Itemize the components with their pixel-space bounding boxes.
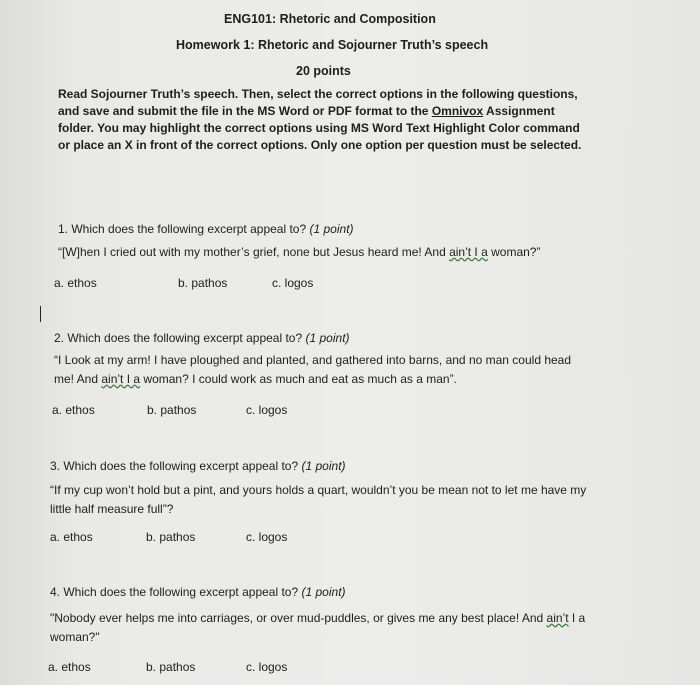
question-4-option-b[interactable]: b. pathos	[146, 660, 196, 674]
question-3-option-b[interactable]: b. pathos	[146, 530, 196, 544]
points-total: 20 points	[296, 64, 351, 78]
question-2-option-c[interactable]: c. logos	[246, 403, 288, 417]
question-2-prompt: 2. Which does the following excerpt appeal to? (1 point)	[54, 331, 350, 345]
question-4-option-a[interactable]: a. ethos	[48, 660, 91, 674]
question-3-excerpt: “If my cup won’t hold but a pint, and yours holds a quart, wouldn’t you be mean not to let me have my little half measure full”?	[50, 483, 587, 516]
omnivox-link[interactable]: Omnivox	[431, 104, 484, 118]
instructions-text-2: Assignment folder. You may highlight the correct options using MS Word Text Highlight Color command or place an X in front of the correct options. Only one option per question must be selected.	[58, 104, 582, 152]
question-2-excerpt: “I Look at my arm! I have ploughed and planted, and gathered into barns, and no man could head me! And ain’t I a woman? I could work as much and eat as much as a man”.	[54, 353, 572, 386]
course-title: ENG101: Rhetoric and Composition	[224, 12, 436, 26]
question-3-option-c[interactable]: c. logos	[246, 530, 288, 544]
question-4-option-c[interactable]: c. logos	[246, 660, 288, 674]
question-1-option-a[interactable]: a. ethos	[54, 276, 97, 290]
homework-title: Homework 1: Rhetoric and Sojourner Truth’s speech	[176, 38, 489, 52]
question-1-option-c[interactable]: c. logos	[272, 276, 314, 290]
question-2-option-b[interactable]: b. pathos	[147, 403, 197, 417]
question-1-excerpt: “[W]hen I cried out with my mother’s grief, none but Jesus heard me! And ain’t I a woman?”	[58, 245, 541, 259]
question-2-option-a[interactable]: a. ethos	[52, 403, 95, 417]
question-1-option-b[interactable]: b. pathos	[178, 276, 228, 290]
instructions	[58, 86, 583, 154]
question-4-prompt: 4. Which does the following excerpt appeal to? (1 point)	[50, 585, 346, 599]
instructions-text-1: Read Sojourner Truth’s speech. Then, select the correct options in the following questions, and save and submit the file in the MS Word or PDF format to the	[58, 87, 578, 118]
question-3-option-a[interactable]: a. ethos	[50, 530, 93, 544]
text-cursor	[40, 306, 41, 322]
question-4-excerpt: "Nobody ever helps me into carriages, or over mud-puddles, or gives me any best place! And ain’t I a woman?"	[50, 611, 586, 644]
question-3-prompt: 3. Which does the following excerpt appeal to? (1 point)	[50, 459, 346, 473]
question-1-prompt: 1. Which does the following excerpt appeal to? (1 point)	[58, 222, 354, 236]
